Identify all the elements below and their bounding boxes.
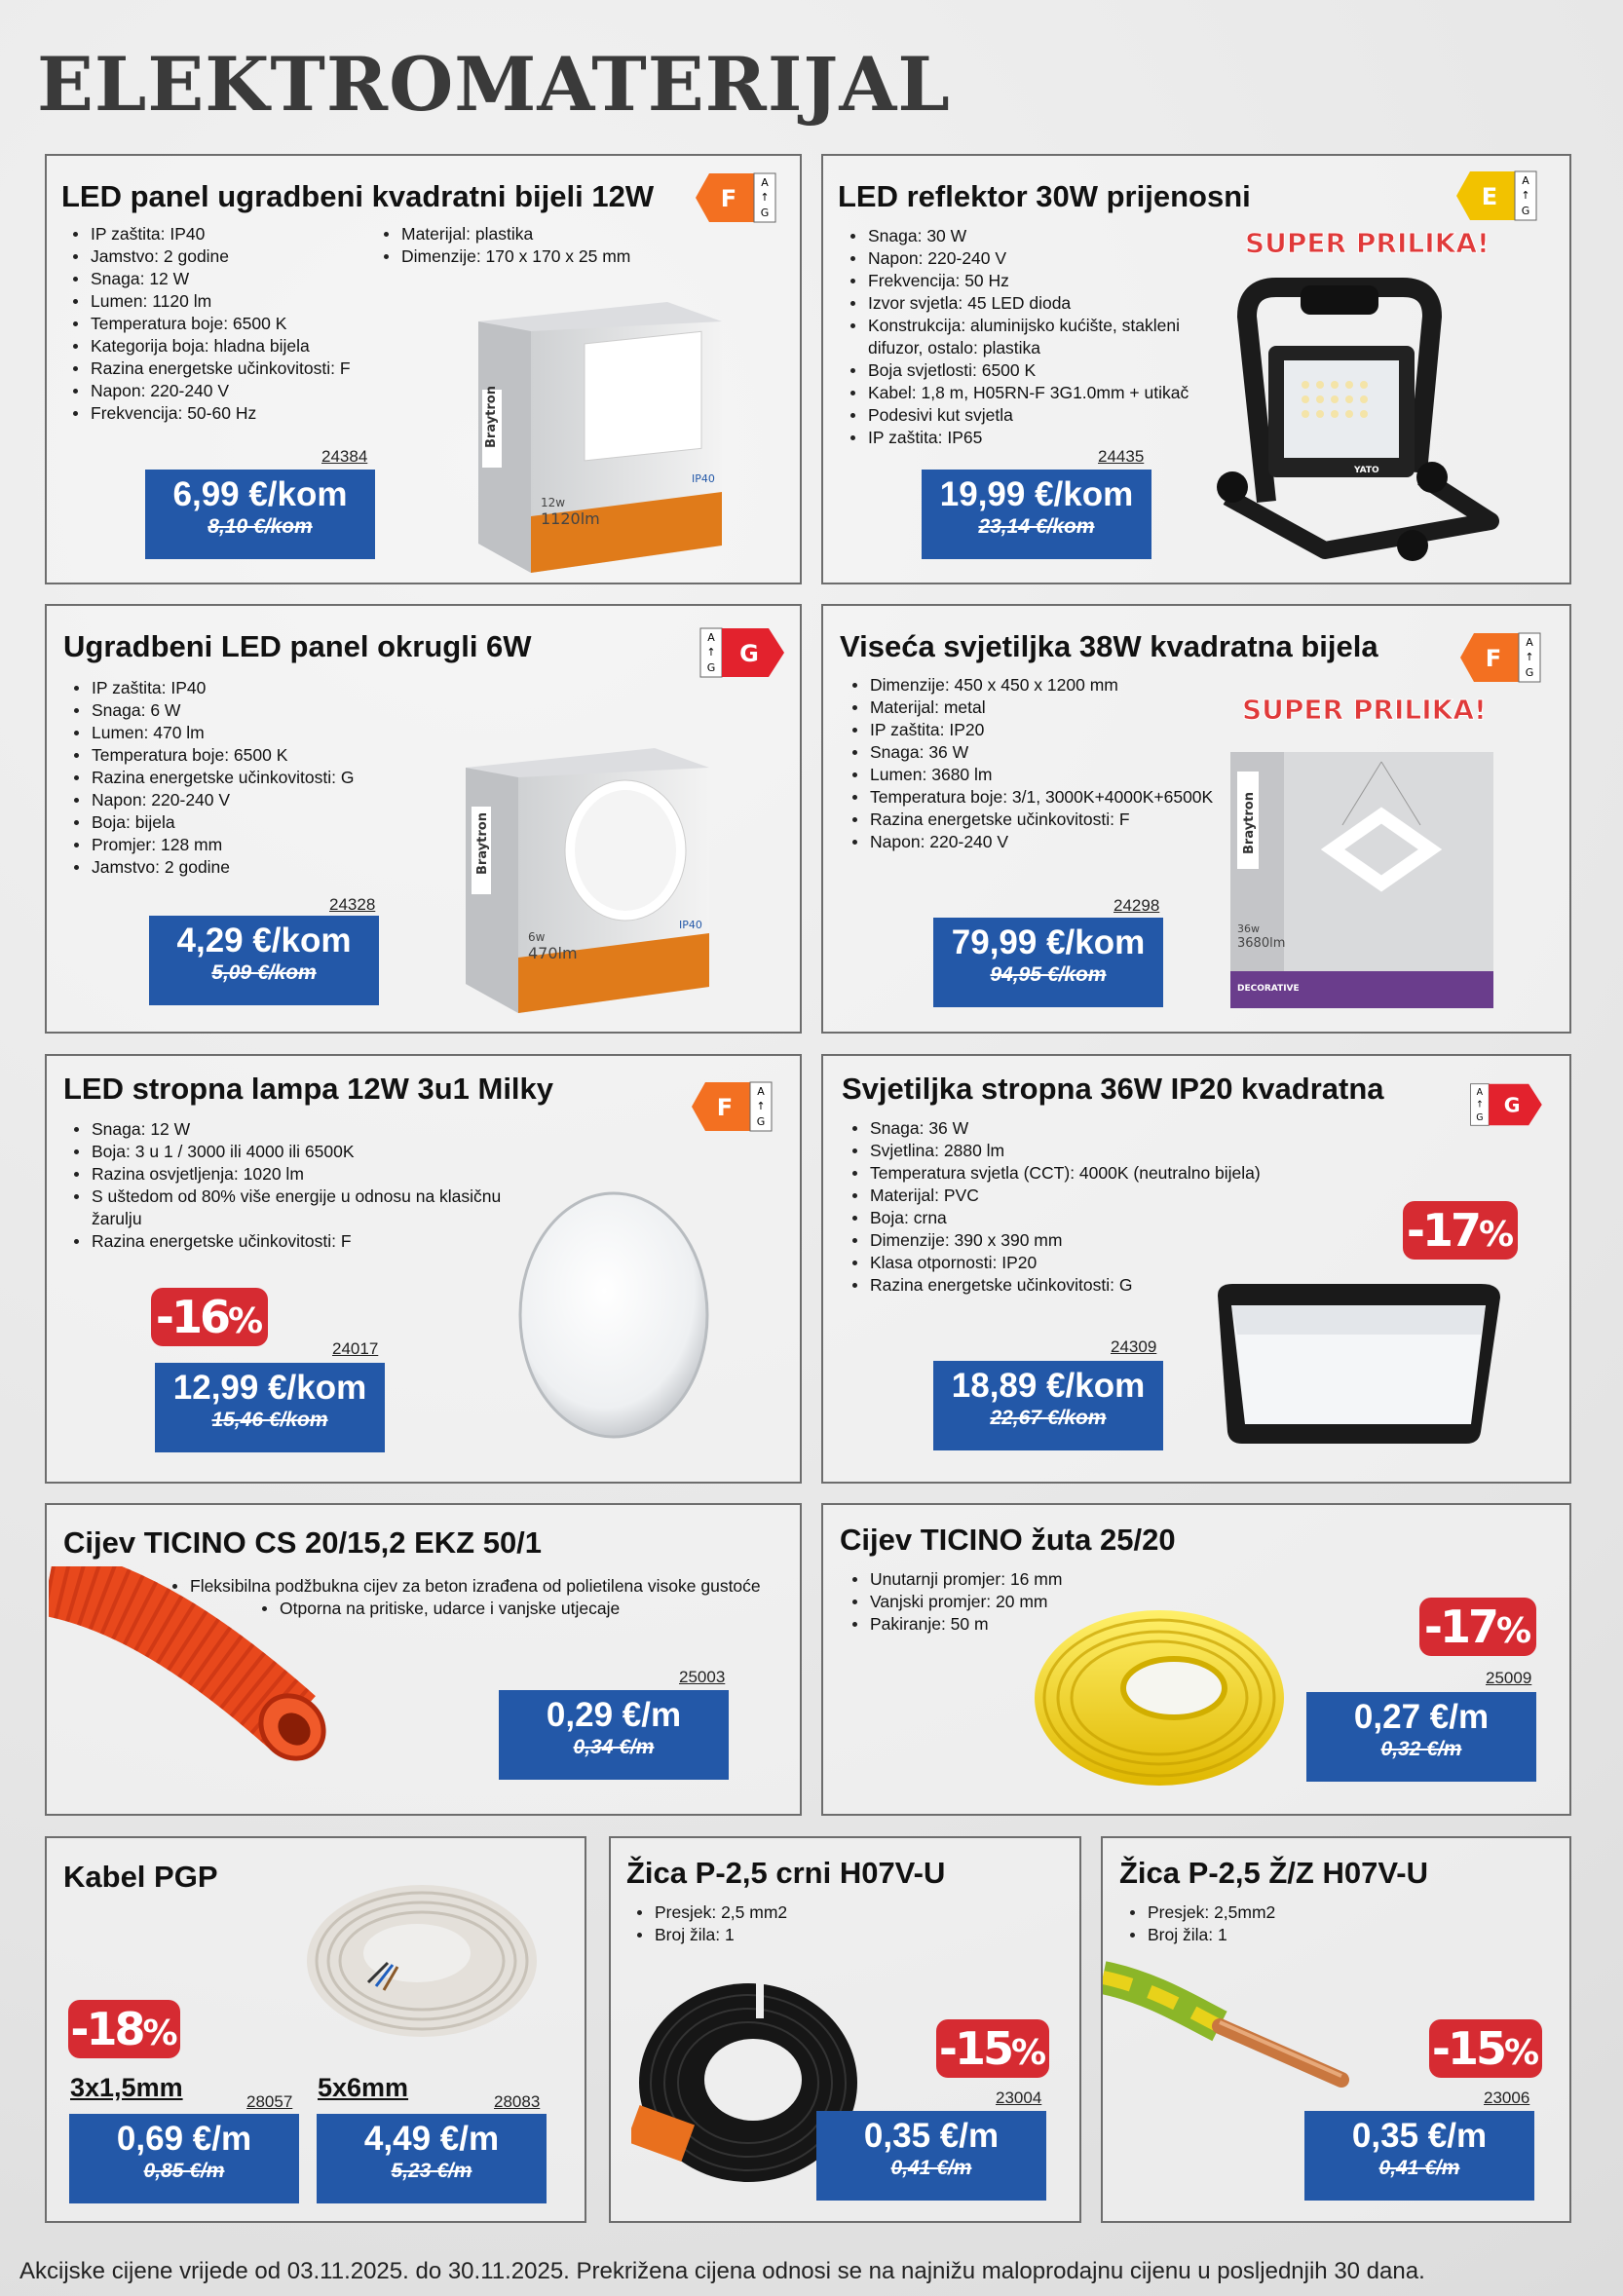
spec-item: Presjek: 2,5 mm2	[628, 1901, 921, 1924]
square-ceiling-lamp-image	[1189, 1276, 1520, 1451]
spec-item: Razina energetske učinkovitosti: G	[65, 767, 455, 789]
variant-label: 3x1,5mm	[70, 2073, 183, 2102]
box-brand-text: Braytron	[484, 386, 499, 448]
spec-item: Snaga: 6 W	[65, 699, 455, 722]
product-sku: 24309	[1111, 1337, 1157, 1356]
pendant-lamp-box-image	[1226, 747, 1498, 1013]
energy-class-letter: F	[720, 185, 737, 212]
spec-item: Snaga: 12 W	[65, 1118, 513, 1141]
spec-item: Snaga: 12 W	[64, 268, 386, 290]
spec-item: Lumen: 470 lm	[65, 722, 455, 744]
svg-text:G: G	[1503, 1093, 1521, 1117]
spec-item: IP zaštita: IP65	[842, 427, 1202, 449]
spec-item: IP zaštita: IP40	[64, 223, 386, 245]
spec-item: Jamstvo: 2 godine	[65, 856, 455, 879]
spec-item: Lumen: 1120 lm	[64, 290, 386, 313]
current-price: 0,69 €/m	[116, 2120, 252, 2158]
spec-item: IP zaštita: IP20	[844, 719, 1233, 741]
discount-badge: -15%	[936, 2019, 1049, 2078]
white-cable-coil-image	[300, 1875, 544, 2041]
spec-item: Snaga: 36 W	[844, 741, 1233, 764]
svg-text:1120lm: 1120lm	[541, 509, 600, 528]
discount-badge: -16%	[151, 1288, 268, 1346]
spec-item: Razina energetske učinkovitosti: F	[65, 1230, 513, 1253]
old-price: 0,41 €/m	[890, 2157, 972, 2179]
spec-item: Materijal: metal	[844, 696, 1233, 719]
current-price: 4,29 €/kom	[176, 922, 352, 960]
spec-item: Boja: crna	[844, 1207, 1292, 1229]
promo-label: SUPER PRILIKA!	[1242, 694, 1487, 726]
svg-text:A: A	[707, 631, 715, 644]
old-price: 0,34 €/m	[573, 1736, 655, 1758]
current-price: 0,35 €/m	[1351, 2117, 1488, 2155]
product-name: Svjetiljka stropna 36W IP20 kvadratna	[842, 1072, 1384, 1106]
price-box[interactable]	[155, 1363, 385, 1452]
svg-text:G: G	[1521, 205, 1530, 217]
spec-item: Konstrukcija: aluminijsko kućište, stakleni difuzor, ostalo: plastika	[842, 315, 1202, 359]
svg-text:3680lm: 3680lm	[1237, 936, 1286, 951]
svg-text:G: G	[739, 640, 759, 667]
spec-item: Klasa otpornosti: IP20	[844, 1252, 1292, 1274]
old-price: 0,85 €/m	[143, 2160, 225, 2182]
spec-item: Broj žila: 1	[628, 1924, 921, 1946]
energy-label-icon	[1458, 631, 1542, 684]
spec-item: Dimenzije: 450 x 450 x 1200 mm	[844, 674, 1233, 696]
old-price: 5,23 €/m	[391, 2160, 472, 2182]
svg-text:G: G	[1476, 1112, 1484, 1124]
product-sku: 25003	[679, 1668, 726, 1686]
price-box[interactable]	[816, 2111, 1046, 2201]
spec-list	[375, 223, 667, 268]
spec-item: Otporna na pritiske, udarce i vanjske utjecaje	[253, 1598, 787, 1620]
spec-item: Materijal: PVC	[844, 1185, 1292, 1207]
round-panel-box-image	[460, 729, 713, 1016]
spec-item: Napon: 220-240 V	[842, 247, 1202, 270]
product-name: LED panel ugradbeni kvadratni bijeli 12W	[61, 179, 655, 213]
spec-item: Dimenzije: 170 x 170 x 25 mm	[375, 245, 667, 268]
spec-item: Frekvencija: 50-60 Hz	[64, 402, 386, 425]
svg-text:12w: 12w	[541, 496, 566, 509]
yato-logo: YATO	[1354, 466, 1379, 475]
svg-text:DECORATIVE: DECORATIVE	[1237, 984, 1300, 994]
svg-text:G: G	[756, 1115, 766, 1128]
page-title: ELEKTROMATERIJAL	[37, 41, 951, 128]
current-price: 0,27 €/m	[1353, 1698, 1490, 1736]
svg-text:F: F	[1485, 645, 1502, 672]
old-price: 15,46 €/kom	[211, 1409, 328, 1431]
product-name: Cijev TICINO CS 20/15,2 EKZ 50/1	[63, 1525, 543, 1560]
spec-item: Snaga: 36 W	[844, 1117, 1292, 1140]
price-box[interactable]	[1304, 2111, 1534, 2201]
spec-item: Kabel: 1,8 m, H05RN-F 3G1.0mm + utikač	[842, 382, 1202, 404]
svg-text:E: E	[1481, 183, 1498, 210]
spec-item: Dimenzije: 390 x 390 mm	[844, 1229, 1292, 1252]
spec-item: Razina energetske učinkovitosti: F	[64, 358, 386, 380]
square-panel-box-image	[472, 282, 726, 575]
spec-item: Boja svjetlosti: 6500 K	[842, 359, 1202, 382]
discount-badge: -18%	[68, 2000, 180, 2058]
current-price: 12,99 €/kom	[172, 1369, 367, 1407]
spec-item: Broj žila: 1	[1121, 1924, 1414, 1946]
current-price: 0,35 €/m	[863, 2117, 1000, 2155]
spec-item: Snaga: 30 W	[842, 225, 1202, 247]
price-box[interactable]	[922, 470, 1151, 559]
energy-label-icon	[1454, 169, 1538, 222]
energy-label-icon	[694, 171, 777, 224]
svg-text:36w: 36w	[1237, 922, 1260, 935]
spec-list	[65, 1118, 513, 1253]
spec-item: Fleksibilna podžbukna cijev za beton izrađena od polietilena visoke gustoće	[164, 1575, 787, 1598]
spec-item: Temperatura boje: 3/1, 3000K+4000K+6500K	[844, 786, 1233, 809]
svg-text:↑: ↑	[706, 646, 716, 659]
product-name: LED reflektor 30W prijenosni	[838, 179, 1251, 213]
spec-item: Jamstvo: 2 godine	[64, 245, 386, 268]
spec-item: Promjer: 128 mm	[65, 834, 455, 856]
spec-item: Izvor svjetla: 45 LED dioda	[842, 292, 1202, 315]
old-price: 0,41 €/m	[1378, 2157, 1460, 2179]
discount-badge: -15%	[1429, 2019, 1542, 2078]
spec-list	[842, 225, 1202, 449]
product-sku: 24435	[1098, 447, 1145, 466]
svg-text:↑: ↑	[756, 1100, 766, 1112]
spec-item: Unutarnji promjer: 16 mm	[844, 1568, 1136, 1591]
spec-list	[844, 674, 1233, 853]
svg-text:↑: ↑	[760, 191, 770, 204]
product-sku: 24384	[321, 447, 368, 466]
yellow-pipe-coil-image	[1028, 1596, 1291, 1790]
yellow-green-wire-image	[1103, 1958, 1356, 2104]
spec-list	[844, 1117, 1292, 1297]
svg-text:G: G	[1525, 666, 1534, 679]
spec-item: Pakiranje: 50 m	[844, 1613, 1136, 1636]
old-price: 5,09 €/kom	[211, 961, 317, 984]
current-price: 0,29 €/m	[546, 1696, 682, 1734]
spec-list	[628, 1901, 921, 1946]
product-sku: 28083	[494, 2092, 541, 2111]
spec-item: Lumen: 3680 lm	[844, 764, 1233, 786]
spec-list	[65, 677, 455, 879]
spec-item: Boja: bijela	[65, 811, 455, 834]
current-price: 18,89 €/kom	[951, 1367, 1146, 1405]
svg-text:G: G	[706, 661, 716, 674]
spec-item: Temperatura boje: 6500 K	[64, 313, 386, 335]
svg-text:A: A	[1522, 174, 1529, 187]
product-sku: 25009	[1486, 1669, 1532, 1687]
spec-list	[1121, 1901, 1414, 1946]
spec-item: IP zaštita: IP40	[65, 677, 455, 699]
svg-text:F: F	[716, 1094, 734, 1121]
variant-label: 5x6mm	[318, 2073, 409, 2102]
svg-text:6w: 6w	[528, 930, 546, 944]
spec-item: Presjek: 2,5mm2	[1121, 1901, 1414, 1924]
current-price: 79,99 €/kom	[951, 923, 1146, 961]
price-box[interactable]	[933, 1361, 1163, 1450]
product-sku: 23006	[1484, 2089, 1530, 2107]
svg-text:↑: ↑	[1475, 1099, 1484, 1110]
old-price: 94,95 €/kom	[990, 963, 1107, 986]
svg-text:470lm: 470lm	[528, 944, 578, 962]
product-name: Ugradbeni LED panel okrugli 6W	[63, 629, 532, 663]
spec-item: Podesivi kut svjetla	[842, 404, 1202, 427]
product-sku: 24328	[329, 895, 376, 914]
product-name: Žica P-2,5 Ž/Z H07V-U	[1119, 1856, 1428, 1890]
round-ceiling-lamp-image	[497, 1179, 731, 1451]
product-name: Žica P-2,5 crni H07V-U	[626, 1856, 946, 1890]
spec-item: Temperatura boje: 6500 K	[65, 744, 455, 767]
energy-label-icon	[698, 626, 788, 679]
price-box[interactable]	[1306, 1692, 1536, 1782]
energy-label-icon	[690, 1080, 774, 1133]
spec-item: Razina osvjetljenja: 1020 lm	[65, 1163, 513, 1186]
spec-item: Napon: 220-240 V	[844, 831, 1233, 853]
spec-item: Napon: 220-240 V	[65, 789, 455, 811]
current-price: 6,99 €/kom	[172, 475, 348, 513]
red-corrugated-pipe-image	[49, 1566, 370, 1800]
product-sku: 28057	[246, 2092, 293, 2111]
energy-label-icon	[1462, 1082, 1552, 1127]
price-box[interactable]	[145, 470, 375, 559]
footer-note: Akcijske cijene vrijede od 03.11.2025. do 30.11.2025. Prekrižena cijena odnosi se na najnižu maloprodajnu cijenu u posljednjih 30 dana.	[19, 2258, 1425, 2284]
svg-text:Braytron: Braytron	[475, 812, 490, 875]
product-name: Viseća svjetiljka 38W kvadratna bijela	[840, 629, 1378, 663]
discount-badge: -17%	[1403, 1201, 1518, 1260]
old-price: 22,67 €/kom	[990, 1407, 1107, 1429]
price-box[interactable]	[933, 918, 1163, 1007]
promo-label: SUPER PRILIKA!	[1245, 227, 1490, 259]
svg-text:↑: ↑	[1521, 189, 1530, 202]
current-price: 4,49 €/m	[363, 2120, 500, 2158]
spec-item: S uštedom od 80% više energije u odnosu na klasičnu žarulju	[65, 1186, 513, 1230]
svg-text:IP40: IP40	[679, 919, 702, 931]
product-sku: 24298	[1113, 896, 1160, 915]
product-sku: 24017	[332, 1339, 379, 1358]
price-box[interactable]	[149, 916, 379, 1005]
product-sku: 23004	[996, 2089, 1042, 2107]
spec-item: Frekvencija: 50 Hz	[842, 270, 1202, 292]
product-name: LED stropna lampa 12W 3u1 Milky	[63, 1072, 554, 1106]
svg-text:A: A	[1526, 636, 1533, 649]
price-box[interactable]	[69, 2114, 299, 2203]
spec-item: Razina energetske učinkovitosti: G	[844, 1274, 1292, 1297]
svg-text:G: G	[760, 207, 770, 219]
floodlight-image	[1208, 278, 1510, 570]
svg-text:Braytron: Braytron	[1242, 792, 1257, 854]
discount-badge: -17%	[1419, 1598, 1536, 1656]
spec-item: Vanjski promjer: 20 mm	[844, 1591, 1136, 1613]
svg-text:A: A	[761, 176, 769, 189]
spec-item: Svjetlina: 2880 lm	[844, 1140, 1292, 1162]
svg-text:IP40: IP40	[692, 472, 715, 485]
spec-list	[64, 223, 386, 425]
spec-item: Materijal: plastika	[375, 223, 667, 245]
old-price: 23,14 €/kom	[978, 515, 1095, 538]
svg-text:A: A	[757, 1085, 765, 1098]
product-name: Kabel PGP	[63, 1860, 218, 1894]
current-price: 19,99 €/kom	[939, 475, 1134, 513]
old-price: 8,10 €/kom	[208, 515, 313, 538]
spec-item: Temperatura svjetla (CCT): 4000K (neutralno bijela)	[844, 1162, 1292, 1185]
spec-item: Napon: 220-240 V	[64, 380, 386, 402]
svg-text:↑: ↑	[1525, 651, 1534, 663]
product-name: Cijev TICINO žuta 25/20	[840, 1523, 1176, 1557]
spec-item: Boja: 3 u 1 / 3000 ili 4000 ili 6500K	[65, 1141, 513, 1163]
spec-item: Razina energetske učinkovitosti: F	[844, 809, 1233, 831]
price-box[interactable]	[499, 1690, 729, 1780]
svg-text:A: A	[1476, 1086, 1484, 1098]
spec-item: Kategorija boja: hladna bijela	[64, 335, 386, 358]
old-price: 0,32 €/m	[1380, 1738, 1462, 1760]
price-box[interactable]	[317, 2114, 547, 2203]
